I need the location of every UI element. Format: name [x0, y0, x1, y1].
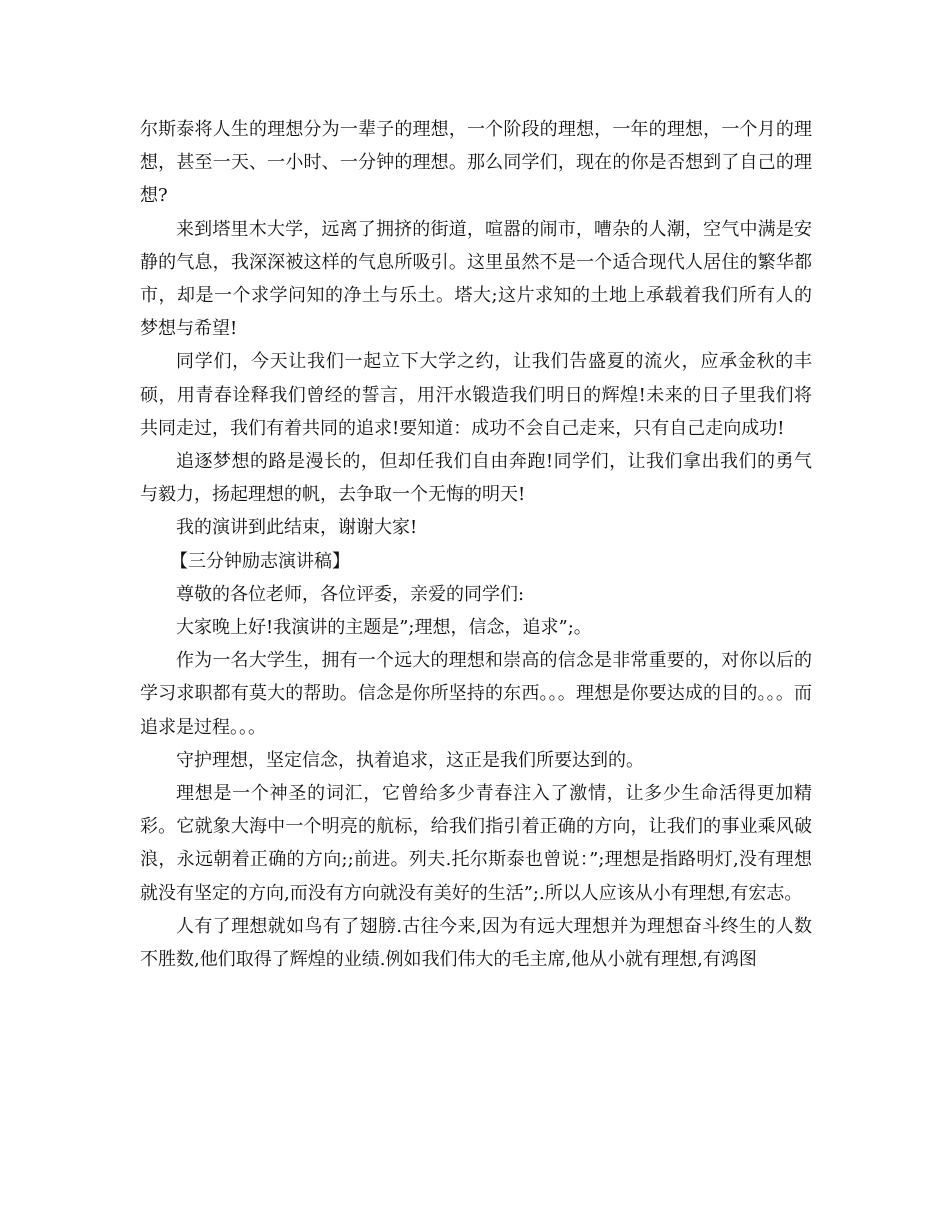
paragraph: 尊敬的各位老师，各位评委，亲爱的同学们: [176, 583, 525, 605]
paragraph: 作为一名大学生，拥有一个远大的理想和崇高的信念是非常重要的，对你以后的学习求职都有莫大的帮助。信念是你所坚持的东西。。。理想是你要达成的目的。。。而追求是过程。。。 [140, 650, 812, 738]
paragraph: 大家晚上好!我演讲的主题是”;理想，信念，追求”;。 [176, 617, 592, 639]
document-body [140, 113, 812, 976]
paragraph: 人有了理想就如鸟有了翅膀.古往今来,因为有远大理想并为理想奋斗终生的人数不胜数,他们取得了辉煌的业绩.例如我们伟大的毛主席,他从小就有理想,有鸿图 [140, 915, 812, 971]
paragraph: 同学们，今天让我们一起立下大学之约，让我们告盛夏的流火，应承金秋的丰硕，用青春诠释我们曾经的誓言，用汗水锻造我们明日的辉煌!未来的日子里我们将共同走过，我们有着共同的追求!要知道：成功不会自己走来，只有自己走向成功! [140, 351, 812, 439]
paragraph: 我的演讲到此结束，谢谢大家! [176, 517, 418, 539]
paragraph: 来到塔里木大学，远离了拥挤的街道，喧嚣的闹市，嘈杂的人潮，空气中满是安静的气息，我深深被这样的气息所吸引。这里虽然不是一个适合现代人居住的繁华都市，却是一个求学问知的净土与乐土。塔大;这片求知的土地上承载着我们所有人的梦想与希望! [140, 218, 812, 340]
section-heading: 【三分钟励志演讲稿】 [170, 550, 350, 572]
paragraph: 守护理想，坚定信念，执着追求，这正是我们所要达到的。 [176, 749, 644, 771]
paragraph: 理想是一个神圣的词汇，它曾给多少青春注入了激情，让多少生命活得更加精彩。它就象大海中一个明亮的航标，给我们指引着正确的方向，让我们的事业乘风破浪，永远朝着正确的方向;;前进。列夫.托尔斯泰也曾说：”;理想是指路明灯,没有理想就没有坚定的方向,而没有方向就没有美好的生活”;.所以人应该从小有理想,有宏志。 [140, 783, 812, 904]
paragraph: 尔斯泰将人生的理想分为一辈子的理想，一个阶段的理想，一年的理想，一个月的理想，甚至一天、一小时、一分钟的理想。那么同学们，现在的你是否想到了自己的理想? [140, 119, 812, 207]
paragraph: 追逐梦想的路是漫长的，但却任我们自由奔跑!同学们，让我们拿出我们的勇气与毅力，扬起理想的帆，去争取一个无悔的明天! [140, 451, 812, 506]
